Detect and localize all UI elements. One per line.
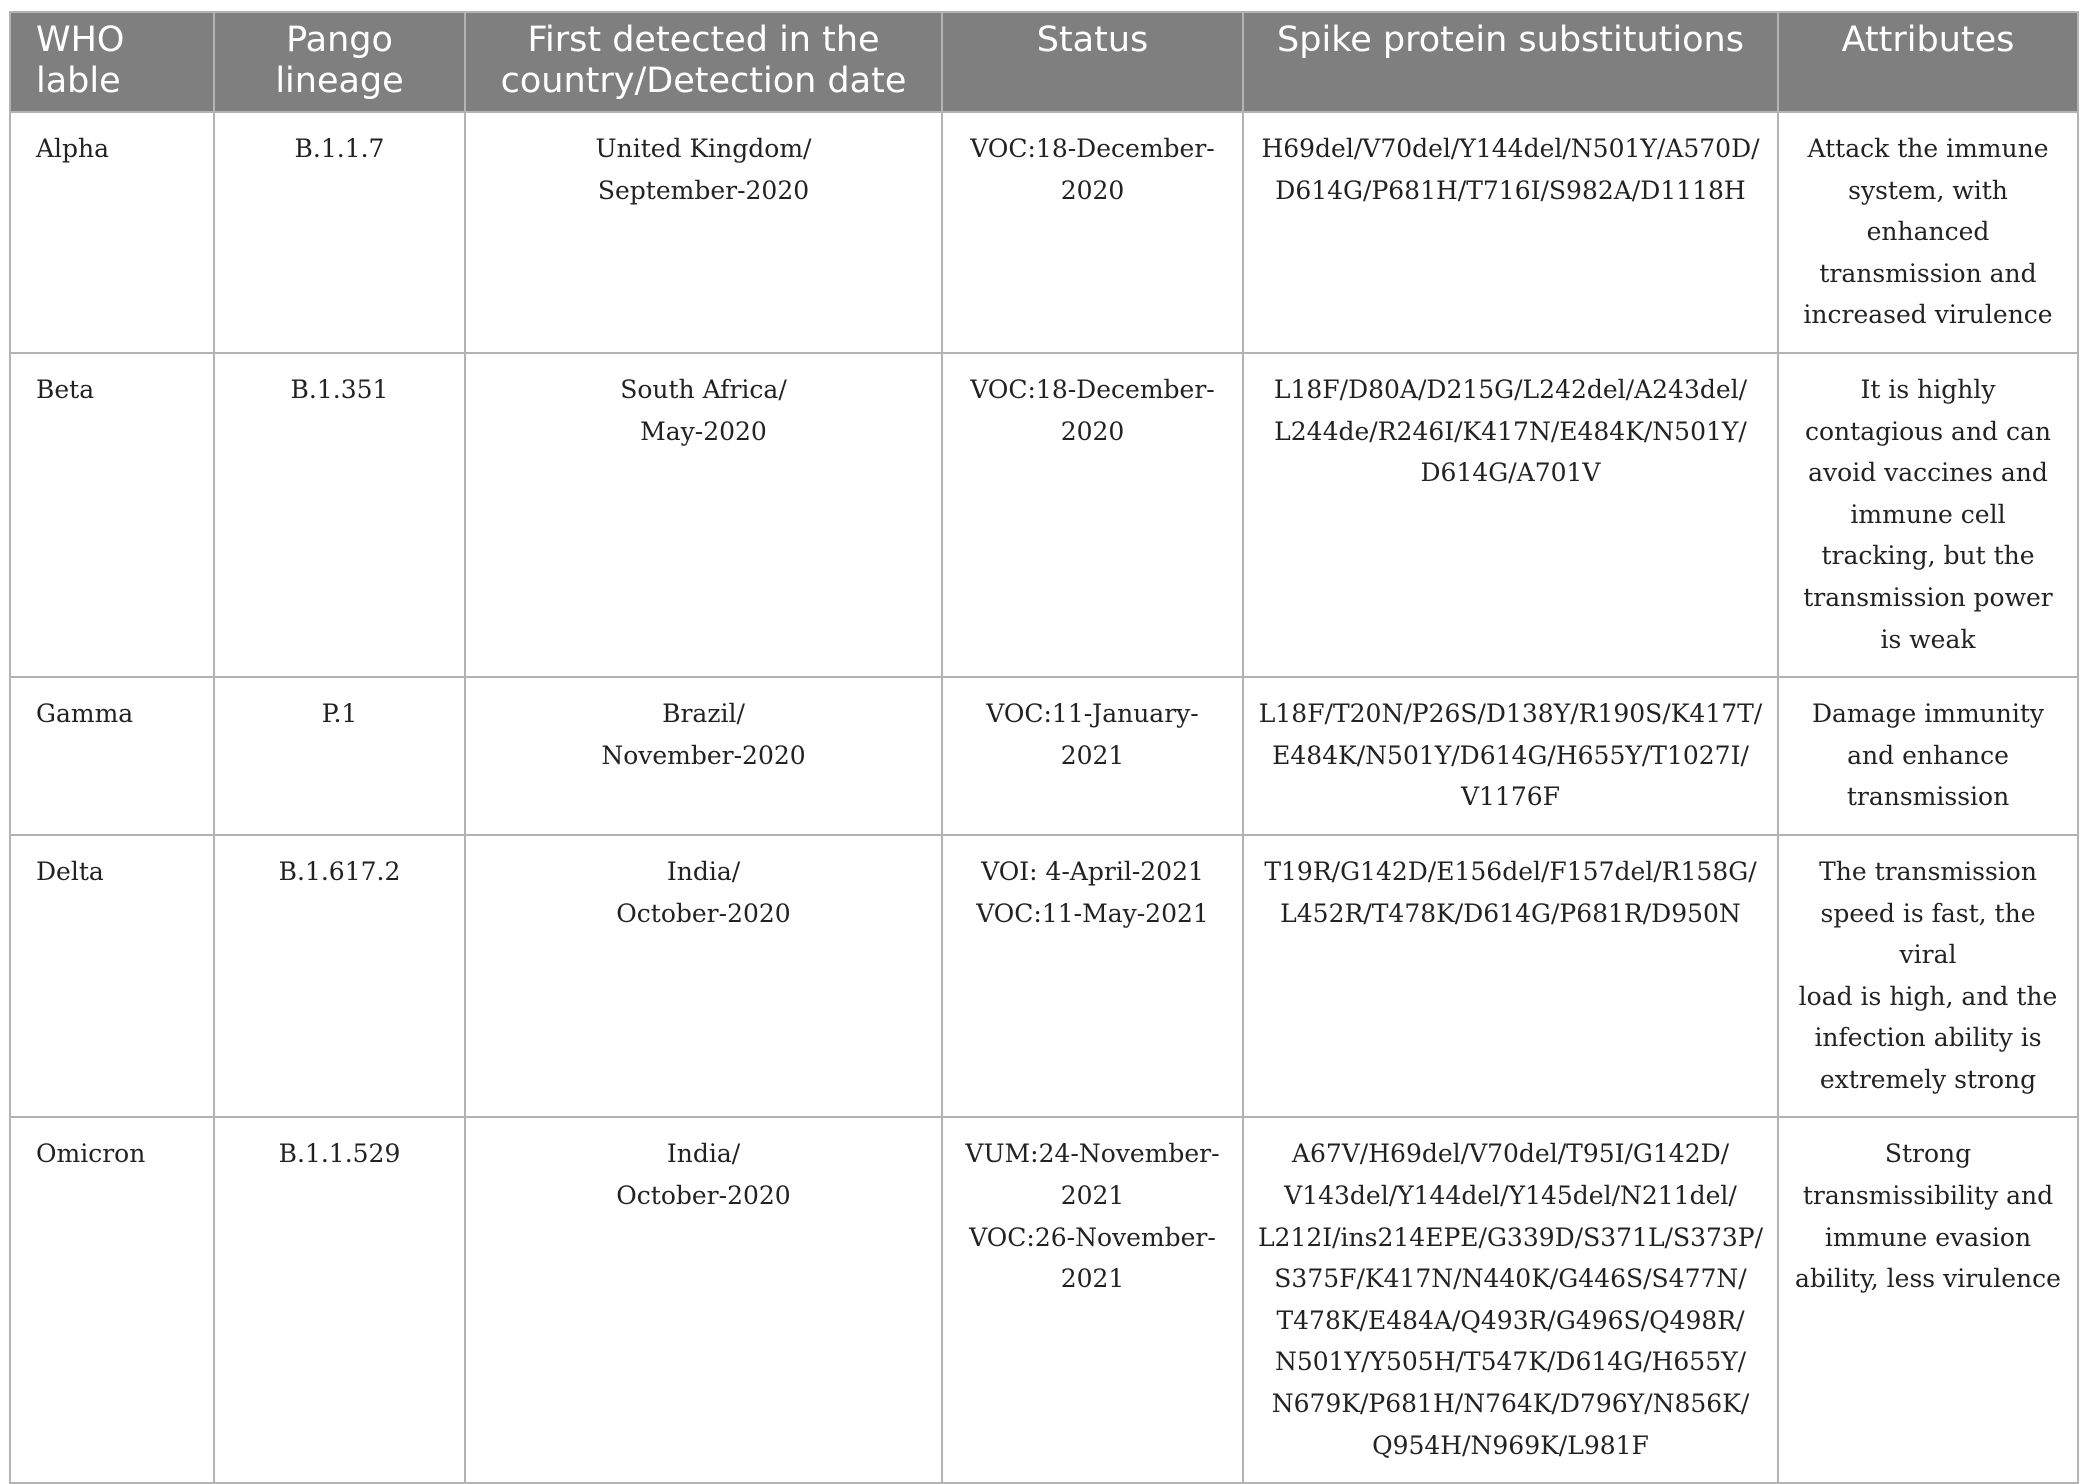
cell-pango: B.1.1.529 xyxy=(214,1117,465,1483)
cell-status: VUM:24-November- 2021 VOC:26-November- 2021 xyxy=(942,1117,1243,1483)
cell-status: VOC:18-December- 2020 xyxy=(942,112,1243,353)
cell-spike: H69del/V70del/Y144del/N501Y/A570D/ D614G/P681H/T716I/S982A/D1118H xyxy=(1243,112,1778,353)
cell-who-label: Alpha xyxy=(10,112,214,353)
table-row xyxy=(10,835,2078,1118)
cell-spike: L18F/T20N/P26S/D138Y/R190S/K417T/ E484K/N501Y/D614G/H655Y/T1027I/ V1176F xyxy=(1243,677,1778,835)
cell-who-label: Omicron xyxy=(10,1117,214,1483)
header-status: Status xyxy=(942,12,1243,112)
cell-attributes: The transmission speed is fast, the viral load is high, and the infection ability is extremely strong xyxy=(1778,835,2078,1118)
cell-spike: A67V/H69del/V70del/T95I/G142D/ V143del/Y144del/Y145del/N211del/ L212I/ins214EPE/G339D/S371L/S373P/ S375F/K417N/N440K/G446S/S477N/ T478K/E484A/Q493R/G496S/Q498R/ N501Y/Y505H/T547K/D614G/H655Y/ N679K/P681H/N764K/D796Y/N856K/ Q954H/N969K/L981F xyxy=(1243,1117,1778,1483)
cell-pango: B.1.351 xyxy=(214,353,465,677)
table-row xyxy=(10,677,2078,835)
cell-spike: L18F/D80A/D215G/L242del/A243del/ L244de/R246I/K417N/E484K/N501Y/ D614G/A701V xyxy=(1243,353,1778,677)
cell-status: VOC:11-January- 2021 xyxy=(942,677,1243,835)
cell-attributes: Strong transmissibility and immune evasion ability, less virulence xyxy=(1778,1117,2078,1483)
cell-attributes: Attack the immune system, with enhanced transmission and increased virulence xyxy=(1778,112,2078,353)
header-spike-substitutions: Spike protein substitutions xyxy=(1243,12,1778,112)
header-pango-lineage: Pango lineage xyxy=(214,12,465,112)
header-first-detected: First detected in the country/Detection date xyxy=(465,12,942,112)
header-row xyxy=(10,12,2078,112)
cell-status: VOC:18-December- 2020 xyxy=(942,353,1243,677)
cell-first-detected: United Kingdom/ September-2020 xyxy=(465,112,942,353)
cell-attributes: It is highly contagious and can avoid vaccines and immune cell tracking, but the transmission power is weak xyxy=(1778,353,2078,677)
table-row xyxy=(10,353,2078,677)
cell-status: VOI: 4-April-2021 VOC:11-May-2021 xyxy=(942,835,1243,1118)
cell-who-label: Gamma xyxy=(10,677,214,835)
variants-table xyxy=(9,11,2079,1484)
cell-first-detected: India/ October-2020 xyxy=(465,835,942,1118)
variants-table-container xyxy=(9,11,2077,1484)
cell-who-label: Delta xyxy=(10,835,214,1118)
cell-who-label: Beta xyxy=(10,353,214,677)
cell-first-detected: South Africa/ May-2020 xyxy=(465,353,942,677)
cell-first-detected: Brazil/ November-2020 xyxy=(465,677,942,835)
table-row xyxy=(10,1117,2078,1483)
cell-pango: B.1.1.7 xyxy=(214,112,465,353)
cell-pango: B.1.617.2 xyxy=(214,835,465,1118)
cell-pango: P.1 xyxy=(214,677,465,835)
table-row xyxy=(10,112,2078,353)
header-attributes: Attributes xyxy=(1778,12,2078,112)
cell-spike: T19R/G142D/E156del/F157del/R158G/ L452R/T478K/D614G/P681R/D950N xyxy=(1243,835,1778,1118)
cell-attributes: Damage immunity and enhance transmission xyxy=(1778,677,2078,835)
header-who-label: WHO lable xyxy=(10,12,214,112)
cell-first-detected: India/ October-2020 xyxy=(465,1117,942,1483)
